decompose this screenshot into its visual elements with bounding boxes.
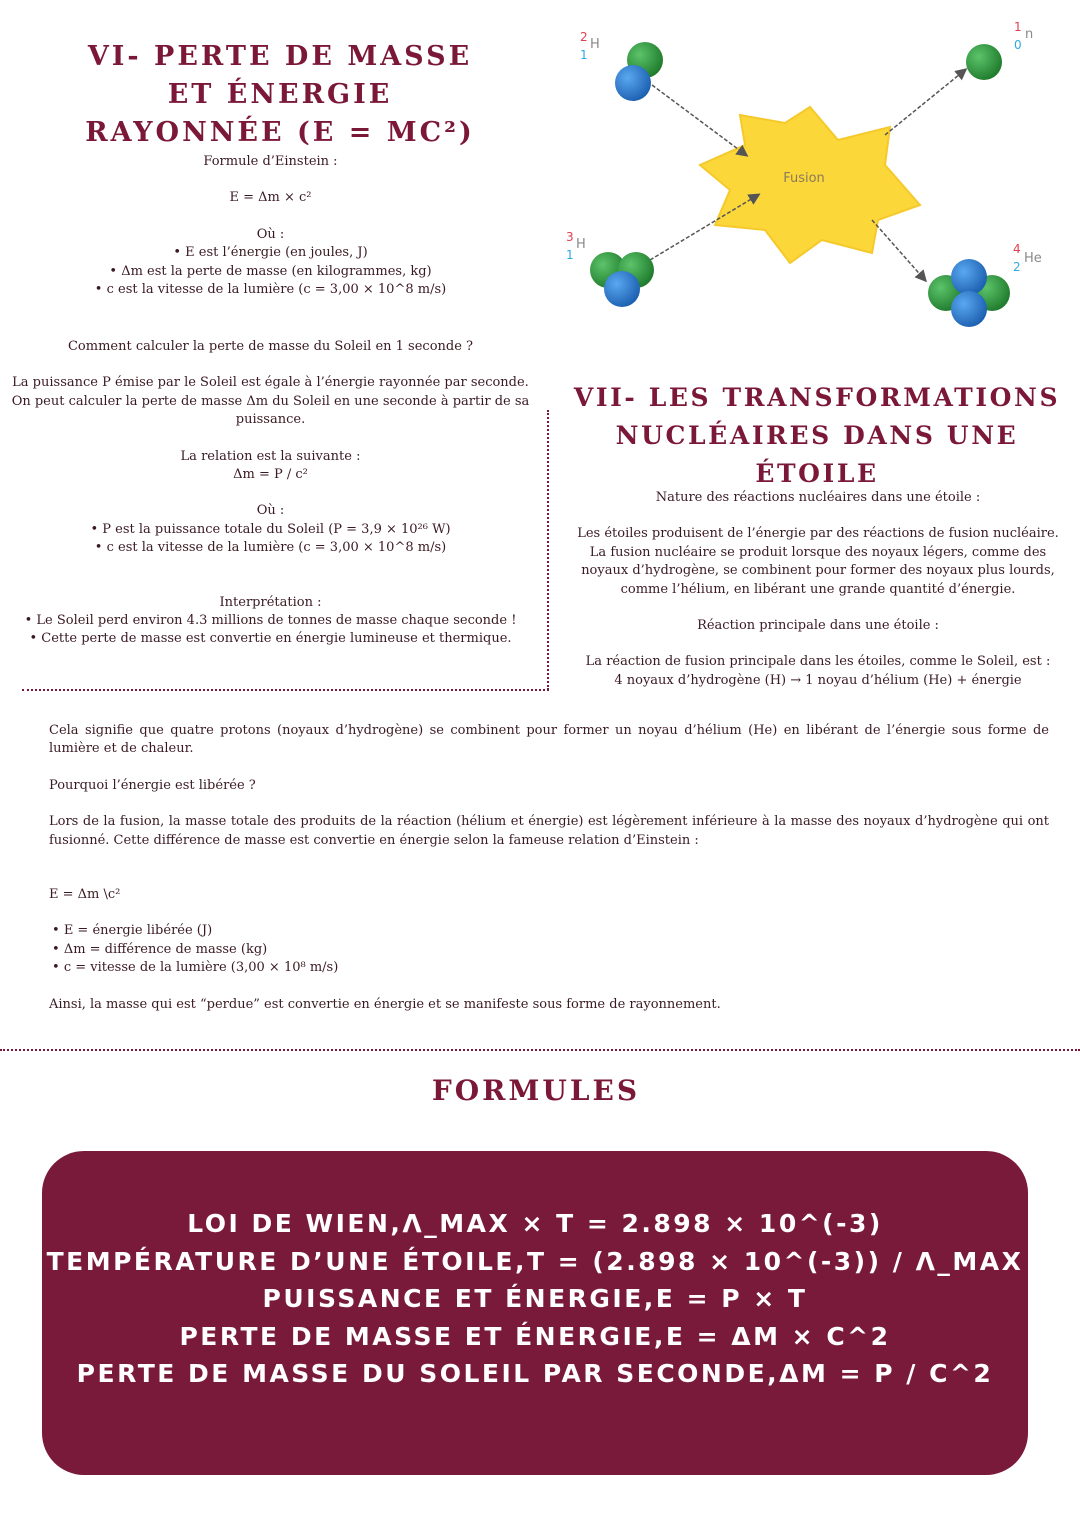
where-list	[8, 244, 533, 299]
relation-label: La relation est la suivante :	[180, 448, 361, 464]
main-reaction-intro: La réaction de fusion principale dans les étoiles, comme le Soleil, est :	[585, 654, 1051, 670]
arrow-neutron	[885, 70, 965, 135]
conclusion-paragraph: Ainsi, la masse qui est “perdue” est convertie en énergie et se manifeste sous forme de rayonnement.	[49, 996, 721, 1012]
formula-intro: Formule d’Einstein :	[203, 154, 338, 169]
list-item: • c est la vitesse de la lumière (c = 3,00 × 10^8 m/s)	[8, 281, 533, 299]
helium-nucleus	[928, 259, 1010, 327]
interpretation-label: Interprétation :	[219, 594, 322, 610]
why-label: Pourquoi l’énergie est libérée ?	[49, 777, 256, 793]
tritium-symbol: H	[576, 237, 586, 252]
formula-mass-energy: PERTE DE MASSE ET ÉNERGIE,E = ΔM × C^2	[179, 1321, 891, 1351]
list-item: • Δm = différence de masse (kg)	[52, 941, 1049, 959]
equation-terms-list	[49, 922, 1049, 977]
neutron	[966, 44, 1002, 80]
main-reaction-label: Réaction principale dans une étoile :	[697, 618, 939, 634]
list-item: • E = énergie libérée (J)	[52, 922, 1049, 940]
neutron-mass-number: 1	[1014, 20, 1022, 34]
tritium-nucleus	[590, 252, 654, 307]
section-7-body	[572, 489, 1064, 690]
list-item: • Le Soleil perd environ 4.3 millions de tonnes de masse chaque seconde !	[8, 612, 533, 630]
sun-power-paragraph: La puissance P émise par le Soleil est égale à l’énergie rayonnée par seconde. On peut calculer la perte de masse Δm du Soleil en une seconde à partir de sa puissance.	[11, 375, 530, 428]
main-reaction: 4 noyaux d’hydrogène (H) → 1 noyau d’hélium (He) + énergie	[614, 672, 1022, 688]
nature-paragraph: Les étoiles produisent de l’énergie par des réactions de fusion nucléaire. La fusion nucléaire se produit lorsque des noyaux légers, comme des noyaux d’hydrogène, se combinent pour former des noyaux plus lourds, comme l’hélium, en libérant une grande quantité d’énergie.	[577, 526, 1059, 597]
formula-wien: LOI DE WIEN,Λ_MAX × T = 2.898 × 10^(-3)	[187, 1209, 883, 1238]
interpretation-list	[8, 612, 533, 649]
section-6-body	[8, 153, 533, 299]
sun-mass-question: Comment calculer la perte de masse du Soleil en 1 seconde ?	[67, 339, 474, 354]
list-item: • Δm est la perte de masse (en kilogrammes, kg)	[8, 263, 533, 281]
meaning-paragraph: Cela signifie que quatre protons (noyaux d’hydrogène) se combinent pour former un noyau d’hélium (He) en libérant de l’énergie sous forme de lumière et de chaleur.	[49, 723, 1049, 757]
deuterium-nucleus	[615, 42, 663, 101]
relation-formula: Δm = P / c²	[233, 467, 308, 483]
list-item: • c est la vitesse de la lumière (c = 3,00 × 10^8 m/s)	[8, 539, 533, 557]
where2-label: Où :	[256, 503, 285, 519]
list-item: • Cette perte de masse est convertie en énergie lumineuse et thermique.	[8, 630, 533, 648]
formula-sun-mass-loss: PERTE DE MASSE DU SOLEIL PAR SECONDE,ΔM = P / C^2	[76, 1359, 994, 1388]
neutron-atomic-number: 0	[1014, 38, 1022, 52]
helium-mass-number: 4	[1013, 242, 1021, 256]
neutron-symbol: n	[1025, 27, 1034, 42]
section-6-divider-vertical	[547, 410, 549, 690]
formules-title: FORMULES	[431, 1074, 641, 1107]
continuation-body	[49, 722, 1049, 1014]
formula-star-temperature: TEMPÉRATURE D’UNE ÉTOILE,T = (2.898 × 10^(-3)) / Λ_MAX	[46, 1246, 1024, 1276]
einstein-formula: E = Δm × c²	[229, 190, 312, 206]
where2-list	[8, 521, 533, 558]
section-divider	[0, 1049, 1080, 1051]
where-label: Où :	[256, 226, 285, 242]
arrow-deuterium	[652, 85, 746, 155]
section-6-divider-horizontal	[22, 689, 549, 691]
deuterium-mass-number: 2	[580, 30, 588, 44]
why-paragraph: Lors de la fusion, la masse totale des produits de la réaction (hélium et énergie) est légèrement inférieure à la masse des noyaux d’hydrogène qui ont fusionné. Cette différence de masse est convertie en énergie selon la fameuse relation d’Einstein :	[49, 814, 1049, 848]
tritium-mass-number: 3	[566, 230, 574, 244]
section-7-title: VII- LES TRANSFORMATIONS NUCLÉAIRES DANS UNE ÉTOILE	[573, 383, 1061, 488]
section-6-title: VI- PERTE DE MASSE ET ÉNERGIE RAYONNÉE (E = MC²)	[85, 41, 475, 148]
formules-box	[42, 1151, 1028, 1475]
fusion-label: Fusion	[783, 171, 825, 186]
list-item: • E est l’énergie (en joules, J)	[8, 244, 533, 262]
list-item: • c = vitesse de la lumière (3,00 × 10⁸ m/s)	[52, 959, 1049, 977]
helium-symbol: He	[1024, 251, 1042, 266]
fusion-diagram	[560, 15, 1060, 335]
arrow-helium	[872, 220, 925, 280]
helium-atomic-number: 2	[1013, 260, 1021, 274]
formules-list	[42, 1205, 1028, 1393]
deuterium-symbol: H	[590, 37, 600, 52]
einstein-equation: E = Δm \c²	[49, 887, 121, 903]
nature-label: Nature des réactions nucléaires dans une étoile :	[655, 490, 981, 505]
formula-power-energy: PUISSANCE ET ÉNERGIE,E = P × T	[262, 1284, 808, 1313]
deuterium-atomic-number: 1	[580, 48, 588, 62]
section-6-body-2	[8, 338, 533, 649]
list-item: • P est la puissance totale du Soleil (P = 3,9 × 10²⁶ W)	[8, 521, 533, 539]
tritium-atomic-number: 1	[566, 248, 574, 262]
